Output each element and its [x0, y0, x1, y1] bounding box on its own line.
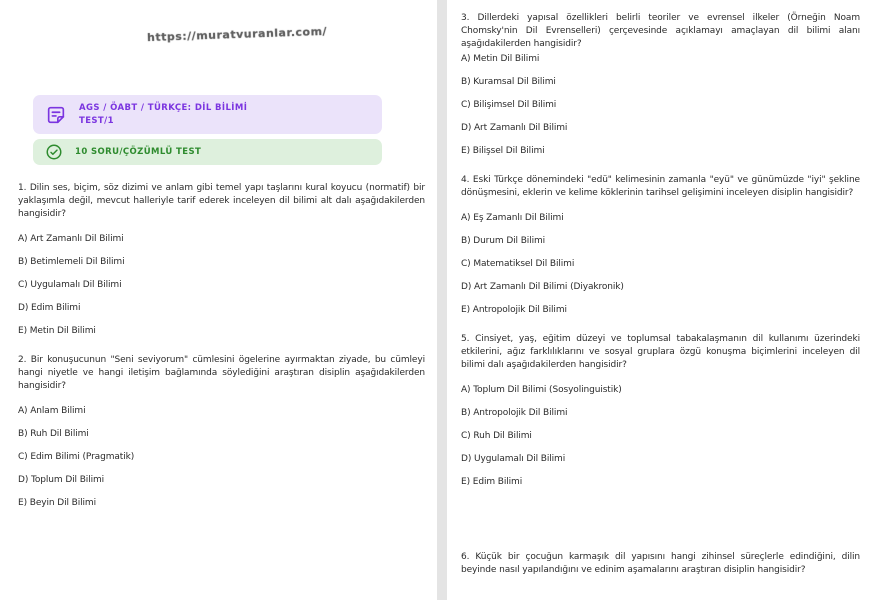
question-5-number: 5. [461, 334, 470, 344]
question-5-option-d: D) Uygulamalı Dil Bilimi [461, 454, 566, 464]
question-2-body: Bir konuşucunun "Seni seviyorum" cümlesini ögelerine ayırmaktan ziyade, bu cümleyi hangi niyetle ve hangi iletişim bağlamında söylediğini araştıran disiplin aşağıdakilerden hangisidir? [18, 355, 425, 391]
question-3-option-e: E) Bilişsel Dil Bilimi [461, 146, 545, 156]
question-2-option-c: C) Edim Bilimi (Pragmatik) [18, 452, 135, 462]
question-3-option-d: D) Art Zamanlı Dil Bilimi [461, 123, 568, 133]
question-4-option-c: C) Matematiksel Dil Bilimi [461, 259, 575, 269]
question-4-option-e: E) Antropolojik Dil Bilimi [461, 305, 567, 315]
question-2-number: 2. [18, 355, 27, 365]
question-3-option-b: B) Kuramsal Dil Bilimi [461, 77, 556, 87]
question-3-option-a: A) Metin Dil Bilimi [461, 54, 540, 64]
question-1-number: 1. [18, 183, 27, 193]
question-6-text [461, 551, 860, 577]
question-1-option-d: D) Edim Bilimi [18, 303, 81, 313]
question-1-option-a: A) Art Zamanlı Dil Bilimi [18, 234, 124, 244]
question-3 [461, 12, 860, 158]
test-category-badge [33, 95, 382, 134]
question-1-option-b: B) Betimlemeli Dil Bilimi [18, 257, 125, 267]
question-1-option-c: C) Uygulamalı Dil Bilimi [18, 280, 122, 290]
check-circle-icon [45, 143, 63, 161]
question-5-text [461, 333, 860, 372]
question-5-option-a: A) Toplum Dil Bilimi (Sosyolinguistik) [461, 385, 622, 395]
question-1-text [18, 182, 425, 221]
question-4-body: Eski Türkçe dönemindeki "edü" kelimesinin zamanla "eyü" ve günümüzde "iyi" şekline dönüşmesini, eklerin ve kelime köklerinin tarihsel gelişimini inceleyen disiplin hangisidir? [461, 175, 860, 198]
question-5-option-b: B) Antropolojik Dil Bilimi [461, 408, 568, 418]
question-1-body: Dilin ses, biçim, söz dizimi ve anlam gibi temel yapı taşlarını kural koyucu (normatif) bir yaklaşımla değil, mevcut halleriyle tarif ederek inceleyen dil bilimi alt dalı aşağıdakilerden hangisidir? [18, 183, 425, 219]
question-2-option-d: D) Toplum Dil Bilimi [18, 475, 105, 485]
test-info-badge [33, 139, 382, 165]
question-2-text [18, 354, 425, 393]
question-4-text [461, 174, 860, 200]
column-divider [437, 0, 447, 600]
question-4-option-d: D) Art Zamanlı Dil Bilimi (Diyakronik) [461, 282, 624, 292]
question-1-option-e: E) Metin Dil Bilimi [18, 326, 96, 336]
category-badge-text [79, 103, 247, 126]
question-2-option-e: E) Beyin Dil Bilimi [18, 498, 96, 508]
question-5-option-c: C) Ruh Dil Bilimi [461, 431, 532, 441]
question-6-body: Küçük bir çocuğun karmaşık dil yapısını hangi zihinsel süreçlerle edindiğini, dilin beyinde nasıl yapılandığını ve edinim aşamalarını araştıran disiplin hangisidir? [461, 552, 860, 575]
question-2-option-b: B) Ruh Dil Bilimi [18, 429, 89, 439]
watermark-stamp: https://muratvuranlar.com/ [146, 24, 328, 45]
left-column [18, 0, 425, 600]
question-4-option-a: A) Eş Zamanlı Dil Bilimi [461, 213, 564, 223]
right-column [461, 0, 860, 600]
note-icon [45, 104, 67, 126]
question-5-body: Cinsiyet, yaş, eğitim düzeyi ve toplumsal tabakalaşmanın dil kullanımı üzerindeki etkilerini, ağız farklılıklarını ve sosyal gruplara özgü konuşma biçimlerini inceleyen dil bilimi dalı aşağıdakilerden hangisidir? [461, 334, 860, 370]
question-1 [18, 182, 425, 338]
question-2-option-a: A) Anlam Bilimi [18, 406, 86, 416]
info-badge-label: 10 SORU/ÇÖZÜMLÜ TEST [75, 147, 202, 157]
question-6 [461, 551, 860, 577]
question-6-number: 6. [461, 552, 470, 562]
question-3-text [461, 12, 860, 51]
question-5-option-e: E) Edim Bilimi [461, 477, 523, 487]
question-5 [461, 333, 860, 489]
question-4-number: 4. [461, 175, 470, 185]
question-2 [18, 354, 425, 510]
category-badge-line1: AGS / ÖABT / TÜRKÇE: DİL BİLİMİ [79, 103, 248, 113]
question-3-number: 3. [461, 13, 470, 23]
question-4-option-b: B) Durum Dil Bilimi [461, 236, 546, 246]
question-3-option-c: C) Bilişimsel Dil Bilimi [461, 100, 557, 110]
question-3-body: Dillerdeki yapısal özellikleri belirli teoriler ve evrensel ilkeler (Örneğin Noam Chomsky'nin Dil Evrenselleri) çerçevesinde açıklamayı amaçlayan dil bilimi alanı aşağıdakilerden hangisidir? [461, 13, 860, 49]
category-badge-line2: TEST/1 [79, 116, 114, 126]
question-4 [461, 174, 860, 317]
